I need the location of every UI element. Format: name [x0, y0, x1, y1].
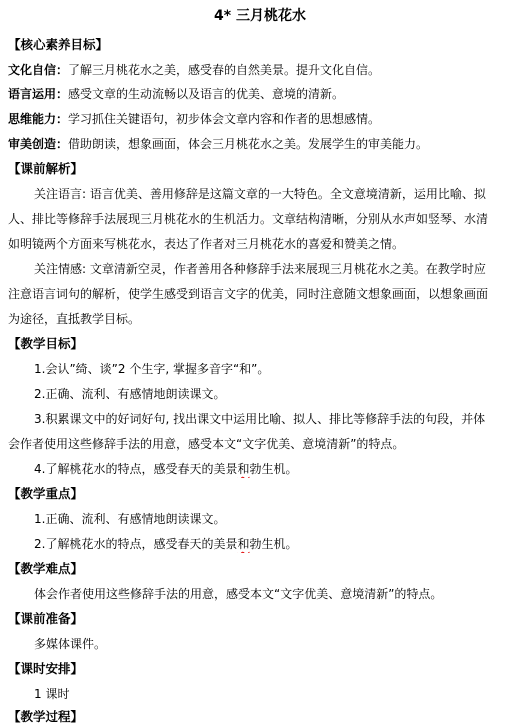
core-goal-text: 学习抓住关键语句，初步体会文章内容和作者的思想感情。 [68, 112, 381, 126]
core-goal-text: 感受文章的生动流畅以及语言的优美、意境的清新。 [68, 87, 345, 101]
preparation-heading: 【课前准备】 [8, 611, 84, 626]
marked-character: 和 [237, 537, 250, 551]
page-title: 4* 三月桃花水 [214, 8, 306, 24]
core-goal-language [8, 85, 514, 103]
analysis-line: 注意语言词句的解析，使学生感受到语言文字的优美，同时注意随文想象画面，以想象画面 [8, 287, 489, 301]
analysis-heading: 【课前解析】 [8, 161, 84, 176]
analysis-line: 关注情感: 文章清新空灵，作者善用各种修辞手法来展现三月桃花水之美。在教学时应 [34, 262, 486, 276]
difficulties-heading: 【教学难点】 [8, 561, 84, 576]
core-goal-thinking [8, 110, 514, 128]
schedule-text: 1 课时 [34, 687, 70, 701]
core-goal-label: 文化自信： [8, 63, 69, 77]
schedule-heading: 【课时安排】 [8, 661, 84, 676]
difficulties-text: 体会作者使用这些修辞手法的用意，感受本文“文字优美、意境清新”的特点。 [34, 587, 443, 601]
teaching-goal-item: 2.正确、流利、有感情地朗读课文。 [34, 387, 226, 401]
teaching-goal-item-continued: 会作者使用这些修辞手法的用意，感受本文“文字优美、意境清新”的特点。 [8, 437, 405, 451]
preparation-text: 多媒体课件。 [34, 637, 107, 651]
key-point-item [34, 535, 514, 553]
goal-text: 4.了解桃花水的特点，感受春天的美景 [34, 462, 238, 476]
goal-text: 勃生机。 [249, 462, 298, 476]
key-point-text: 2.了解桃花水的特点，感受春天的美景 [34, 537, 238, 551]
core-goal-text: 借助朗读，想象画面，体会三月桃花水之美。发展学生的审美能力。 [68, 137, 429, 151]
core-goal-aesthetic [8, 135, 514, 153]
core-goal-label: 语言运用： [8, 87, 69, 101]
key-point-item: 1.正确、流利、有感情地朗读课文。 [34, 512, 226, 526]
teaching-goals-heading: 【教学目标】 [8, 336, 84, 351]
core-goals-heading: 【核心素养目标】 [8, 37, 109, 52]
core-goal-text: 了解三月桃花水之美，感受春的自然美景。提升文化自信。 [68, 63, 381, 77]
teaching-goal-item [34, 460, 514, 478]
marked-character: 和 [237, 462, 250, 476]
key-point-text: 勃生机。 [249, 537, 298, 551]
process-heading: 【教学过程】 [8, 709, 84, 724]
core-goal-label: 审美创造： [8, 137, 69, 151]
teaching-goal-item: 1.会认”绮、谈”2 个生字, 掌握多音字“和”。 [34, 362, 270, 376]
analysis-line: 为途径，直抵教学目标。 [8, 312, 141, 326]
analysis-line: 如明镜两个方面来写桃花水，表达了作者对三月桃花水的喜爱和赞美之情。 [8, 237, 405, 251]
analysis-line: 人、排比等修辞手法展现三月桃花水的生机活力。文章结构清晰，分别从水声如竖琴、水清 [8, 212, 489, 226]
key-points-heading: 【教学重点】 [8, 486, 84, 501]
core-goal-culture [8, 61, 514, 79]
core-goal-label: 思维能力： [8, 112, 69, 126]
teaching-goal-item: 3.积累课文中的好词好句, 找出课文中运用比喻、拟人、排比等修辞手法的句段，并体 [34, 412, 486, 426]
analysis-line: 关注语言: 语言优美、善用修辞是这篇文章的一大特色。全文意境清新，运用比喻、拟 [34, 187, 486, 201]
